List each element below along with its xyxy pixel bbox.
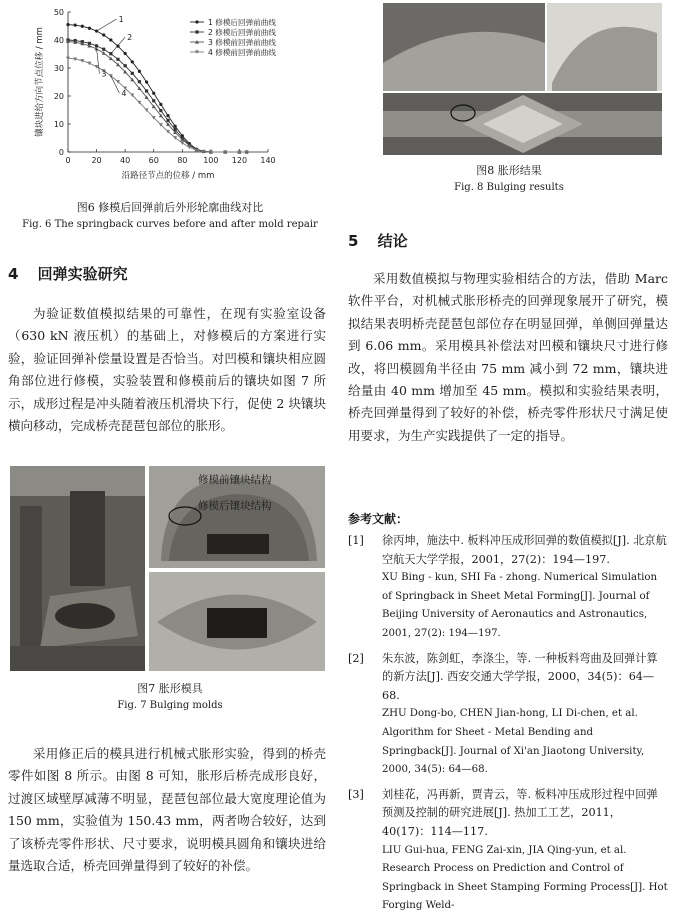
data-point: [109, 38, 112, 41]
y-tick-label: 30: [53, 64, 64, 73]
reference-number: [2]: [348, 651, 364, 665]
data-point: [102, 33, 105, 36]
section4-title: 回弹实验研究: [37, 265, 128, 283]
data-point: [88, 27, 91, 30]
reference-en: ZHU Dong-bo, CHEN Jian-hong, LI Di-chen, et al. Algorithm for Sheet - Metal Bending and Springback[J]. Journal of Xi'an Jiaotong University, 2000, 34(5): 64—68.: [382, 708, 645, 776]
y-tick-label: 10: [53, 120, 64, 129]
section5-heading: [348, 230, 408, 251]
fig7-label-after: 修模后镶块结构: [198, 500, 272, 512]
reference-item: [348, 532, 668, 644]
y-axis-label: 镶块进给方向节点位移 / mm: [35, 27, 45, 137]
annotation-leader: [97, 49, 100, 74]
fig7-caption-zh: 图7 胀形模具: [137, 682, 203, 695]
data-point: [102, 51, 106, 55]
x-tick-label: 120: [231, 156, 248, 165]
data-point: [166, 114, 169, 117]
data-point: [195, 20, 198, 23]
fig7-label-before: 修模前镶块结构: [198, 474, 272, 486]
data-point: [102, 48, 105, 51]
fig6-chart: [20, 4, 330, 192]
data-point: [81, 25, 84, 28]
x-tick-label: 140: [260, 156, 276, 165]
fig7-photo-insert-top: [149, 572, 325, 671]
series-line: [68, 41, 247, 152]
data-point: [145, 80, 148, 83]
annotation-leader: [111, 76, 120, 93]
data-point: [138, 70, 141, 73]
legend-label: 2 修模后回弹前曲线: [208, 28, 276, 37]
data-point: [174, 125, 177, 128]
annotation-leader: [97, 19, 117, 31]
x-tick-label: 60: [148, 156, 159, 165]
y-tick-label: 20: [53, 92, 64, 101]
legend-label: 3 修模前回弹前曲线: [208, 38, 276, 47]
fig8-caption-zh: 图8 胀形结果: [476, 164, 542, 177]
fig8-photo-part-right: [547, 3, 662, 91]
data-point: [159, 103, 162, 106]
reference-number: [3]: [348, 787, 364, 801]
y-tick-label: 0: [58, 148, 64, 157]
x-tick-label: 100: [203, 156, 219, 165]
annotation-label: 1: [118, 15, 124, 24]
y-tick-label: 50: [53, 8, 64, 17]
reference-en: XU Bing - kun, SHI Fa - zhong. Numerical Simulation of Springback in Sheet Metal Forming[J]. Journal of Beijing University of Aeronautics and Astronautics, 2001, 27(2): 194—197.: [382, 572, 658, 639]
fig8-caption-en: Fig. 8 Bulging results: [454, 182, 564, 193]
reference-zh: 刘桂花，冯再新，贾青云，等. 板料冲压成形过程中回弹预测及控制的研究进展[J]. 热加工工艺，2011，40(17)：114—117.: [382, 787, 658, 838]
data-point: [124, 64, 127, 67]
section5-paragraph: 采用数值模拟与物理实验相结合的方法，借助 Marc 软件平台，对机械式胀形桥壳的回弹现象展开了研究，模拟结果表明桥壳琵琶包部位存在明显回弹，单侧回弹量达到 6.06 mm。采用模具补偿法对凹模和镶块尺寸进行修改，将凹模圆角半径由 75 mm 减小到 72 mm，镶块进给量由 40 mm 增加至 45 mm。模拟和实验结果表明，桥壳回弹量得到了较好的补偿，桥壳零件形状尺寸满足使用要求，为生产实践提供了一定的指导。: [348, 271, 668, 443]
section5-title: 结论: [377, 232, 408, 250]
data-point: [131, 72, 134, 75]
fig7-caption-en: Fig. 7 Bulging molds: [117, 700, 223, 711]
data-point: [66, 23, 69, 26]
legend-label: 1 修模后回弹前曲线: [208, 18, 276, 27]
x-axis-label: 沿路径节点的位移 / mm: [121, 171, 215, 181]
references-heading: 参考文献：: [348, 512, 409, 526]
fig8-photo-part-left: [383, 3, 545, 91]
annotation-label: 4: [121, 89, 127, 99]
data-point: [116, 58, 119, 61]
part-right-illustration: [547, 3, 662, 91]
reference-zh: 朱东波，陈剑虹，李涤尘，等. 一种板料弯曲及回弹计算的新方法[J]. 西安交通大学学报，2000，34(5)：64—68.: [382, 651, 658, 702]
data-point: [166, 119, 169, 122]
data-point: [180, 141, 184, 145]
data-point: [159, 109, 162, 112]
section4-paragraph-1: 为验证数值模拟结果的可靠性，在现有实验室设备（630 kN 液压机）的基础上，对修模后的方案进行实验，验证回弹补偿量设置是否恰当。对凹模和镶块相应圆角部位进行修模，实验装置和修模前后的镶块如图 7 所示，成形过程是冲头随着液压机滑块下行，促使 2 块镶块横向移动，完成桥壳琵琶包部位的胀形。: [8, 306, 326, 434]
fig6-chart-svg: [20, 4, 330, 192]
part-left-illustration: [383, 3, 545, 91]
part-full-illustration: [383, 93, 662, 155]
data-point: [138, 80, 141, 83]
annotation-label: 3: [101, 69, 107, 79]
data-point: [152, 92, 155, 95]
x-tick-label: 40: [120, 156, 131, 165]
fig6-caption-zh: 图6 修模后回弹前后外形轮廓曲线对比: [76, 201, 264, 214]
reference-item: [348, 786, 668, 916]
x-tick-label: 0: [65, 156, 71, 165]
legend-label: 4 修模前回弹前曲线: [208, 48, 276, 57]
x-tick-label: 20: [91, 156, 102, 165]
data-point: [124, 52, 127, 55]
data-point: [95, 65, 99, 69]
section5-number: 5: [348, 232, 359, 250]
y-tick-label: 40: [53, 36, 64, 45]
data-point: [145, 89, 148, 92]
reference-item: [348, 650, 668, 780]
data-point: [195, 30, 198, 33]
data-point: [74, 24, 77, 27]
data-point: [131, 60, 134, 63]
data-point: [152, 99, 155, 102]
x-tick-label: 80: [177, 156, 188, 165]
fig8-photo-part-full: [383, 93, 662, 155]
reference-number: [1]: [348, 534, 364, 547]
reference-zh: 徐丙坤，施法中. 板料冲压成形回弹的数值模拟[J]. 北京航空航天大学学报，2001，27(2)：194—197.: [382, 534, 667, 566]
annotation-label: 2: [127, 33, 133, 43]
fig7-photo-press: [10, 466, 145, 671]
section4-paragraph-2: 采用修正后的模具进行机械式胀形实验，得到的桥壳零件如图 8 所示。由图 8 可知，胀形后桥壳成形良好，过渡区域壁厚减薄不明显，琵琶包部位最大宽度理论值为 150 mm，实验值为 150.43 mm，两者吻合较好，达到了该桥壳零件形状、尺寸要求，说明模具圆角和镶块进给量选取合适，桥壳回弹量得到了较好的补偿。: [8, 746, 326, 874]
press-illustration: [10, 466, 145, 671]
reference-en: LIU Gui-hua, FENG Zai-xin, JIA Qing-yun, et al. Research Process on Prediction and Control of Springback in Sheet Stamping Forming Process[J]. Hot Forging Weld-: [382, 844, 668, 912]
insert-top-illustration: [149, 572, 325, 671]
references-list: [348, 532, 668, 922]
section4-number: 4: [8, 265, 19, 283]
fig6-caption-en: Fig. 6 The springback curves before and after mold repair: [22, 219, 318, 230]
section4-heading: [8, 263, 128, 284]
